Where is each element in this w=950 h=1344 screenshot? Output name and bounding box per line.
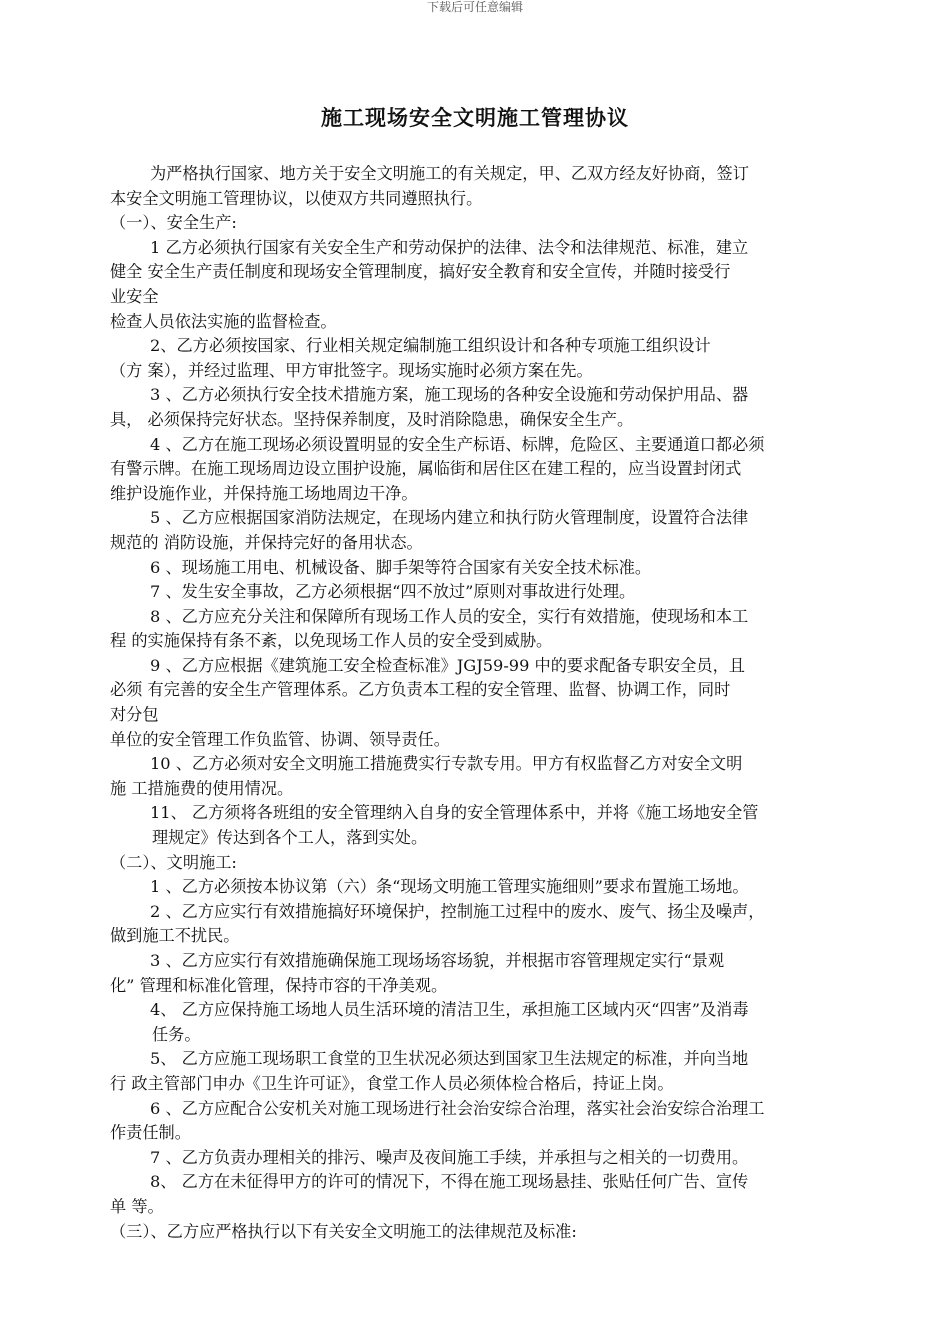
text-line: 5、 乙方应施工现场职工食堂的卫生状况必须达到国家卫生法规定的标准，并向当地 [150,1049,749,1069]
text-line: 4、 乙方应保持施工场地人员生活环境的清洁卫生，承担施工区域内灭“四害”及消毒 [150,1000,749,1020]
text-line: 对分包 [110,705,159,725]
document-body [110,162,885,1244]
text-line: 有警示牌。在施工现场周边设立围护设施，属临街和居住区在建工程的，应当设置封闭式 [110,459,742,479]
text-line: 2、乙方必须按国家、行业相关规定编制施工组织设计和各种专项施工组织设计 [150,336,711,356]
text-line: 9 、乙方应根据《建筑施工安全检查标准》JGJ59-99 中的要求配备专职安全员，且 [150,655,745,675]
text-line: 必须 有完善的安全生产管理体系。乙方负责本工程的安全管理、监督、协调工作，同时 [110,680,731,700]
text-line: （方 案），并经过监理、甲方审批签字。现场实施时必须方案在先。 [110,360,593,380]
text-line: 施 工措施费的使用情况。 [110,778,294,798]
text-line: 4 、乙方在施工现场必须设置明显的安全生产标语、标牌，危险区、主要通道口都必须 [150,434,765,454]
text-line: 7 、乙方负责办理相关的排污、噪声及夜间施工手续，并承担与之相关的一切费用。 [150,1147,749,1167]
text-line: 作责任制。 [110,1123,191,1143]
text-line: 10 、乙方必须对安全文明施工措施费实行专款专用。甲方有权监督乙方对安全文明 [150,754,743,774]
text-line: 检查人员依法实施的监督检查。 [110,311,337,331]
text-line: 8 、乙方应充分关注和保障所有现场工作人员的安全，实行有效措施，使现场和本工 [150,606,749,626]
text-line: 为严格执行国家、地方关于安全文明施工的有关规定，甲、乙双方经友好协商，签订 [150,164,749,183]
text-line: 任务。 [152,1024,201,1044]
text-line: 健全 安全生产责任制度和现场安全管理制度，搞好安全教育和安全宣传，并随时接受行 [110,262,731,282]
text-line: 5 、乙方应根据国家消防法规定，在现场内建立和执行防火管理制度，设置符合法律 [150,508,749,528]
section-heading: （三）、乙方应严格执行以下有关安全文明施工的法律规范及标准: [110,1221,577,1241]
page-header-note: 下载后可任意编辑 [426,0,523,14]
text-line: 具， 必须保持完好状态。坚持保养制度，及时消除隐患，确保安全生产。 [110,409,634,429]
text-line: 单 等。 [110,1196,164,1216]
text-line: 7 、发生安全事故，乙方必须根据“四不放过”原则对事故进行处理。 [150,582,636,602]
text-line: 规范的 消防设施，并保持完好的备用状态。 [110,532,423,552]
text-line: 业安全 [110,286,159,306]
text-line: 单位的安全管理工作负监管、协调、领导责任。 [110,729,450,749]
section-heading: （二）、文明施工: [110,852,237,872]
text-line: 做到施工不扰民。 [110,926,240,946]
text-line: 程 的实施保持有条不紊，以免现场工作人员的安全受到威胁。 [110,631,553,651]
text-line: 3 、乙方应实行有效措施确保施工现场场容场貌，并根据市容管理规定实行“景观 [150,951,725,970]
text-line: 理规定》传达到各个工人，落到实处。 [152,828,428,848]
document-title: 施工现场安全文明施工管理协议 [321,106,629,130]
text-line: 6 、乙方应配合公安机关对施工现场进行社会治安综合治理，落实社会治安综合治理工 [150,1098,765,1118]
text-line: 3 、乙方必须执行安全技术措施方案，施工现场的各种安全设施和劳动保护用品、器 [150,385,749,405]
text-line: 维护设施作业，并保持施工场地周边干净。 [110,483,418,503]
text-line: 6 、现场施工用电、机械设备、脚手架等符合国家有关安全技术标准。 [150,557,652,577]
text-line: 本安全文明施工管理协议，以使双方共同遵照执行。 [110,188,483,208]
text-line: 8、 乙方在未征得甲方的许可的情况下，不得在施工现场悬挂、张贴任何广告、宣传 [150,1172,749,1192]
text-line: 化” 管理和标准化管理，保持市容的干净美观。 [110,975,448,995]
text-line: 行 政主管部门申办《卫生许可证》，食堂工作人员必须体检合格后，持证上岗。 [110,1073,674,1093]
section-heading: （一）、安全生产: [110,213,237,233]
text-line: 1 乙方必须执行国家有关安全生产和劳动保护的法律、法令和法律规范、标准，建立 [150,237,749,257]
text-line: 11、 乙方须将各班组的安全管理纳入自身的安全管理体系中，并将《施工场地安全管 [150,803,759,823]
text-line: 2 、乙方应实行有效措施搞好环境保护，控制施工过程中的废水、废气、扬尘及噪声， [150,901,765,921]
text-line: 1 、乙方必须按本协议第（六）条“现场文明施工管理实施细则”要求布置施工场地。 [150,877,749,897]
